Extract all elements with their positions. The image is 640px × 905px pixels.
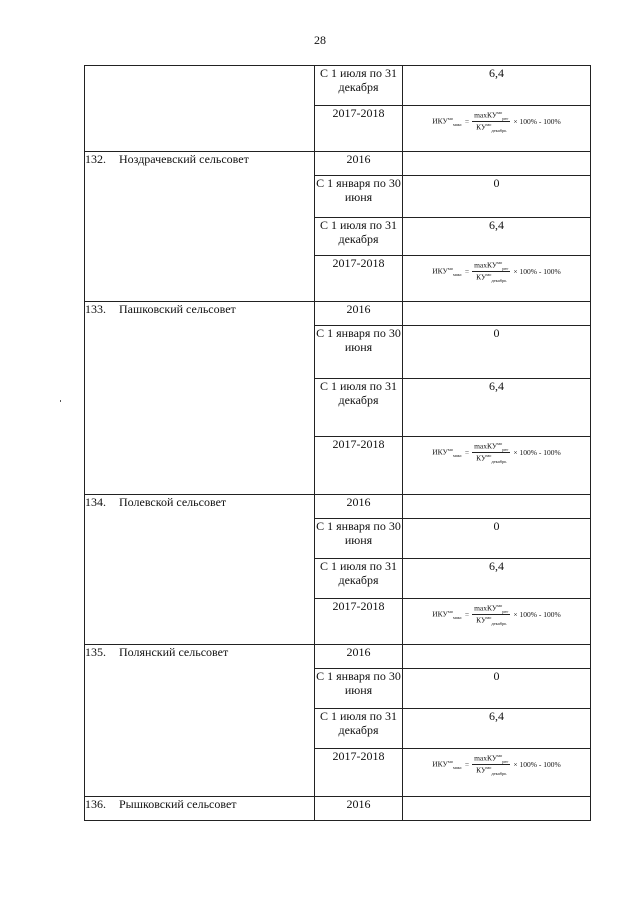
formula: $ИКУ^{мо}_{макс}$ = $\frac{\max КУ^{мо}_{рег}}{КУ^{мо}_{декабрь}}$ × 100% - 100% — [432, 603, 561, 626]
formula-fraction — [472, 110, 510, 133]
period-cell: 2016 — [315, 645, 403, 669]
period-cell: 2017-2018 — [315, 256, 403, 302]
period-cell: С 1 июля по 31 декабря — [315, 218, 403, 256]
period-cell: 2017-2018 — [315, 749, 403, 797]
formula-numerator: maxКУ$^{мо}_{рег}$ — [474, 110, 509, 121]
value-cell — [403, 495, 591, 519]
period-cell: 2017-2018 — [315, 106, 403, 152]
row-number: 134. — [85, 495, 106, 509]
formula-lhs: $ИКУ^{мо}_{макс}$ — [432, 266, 462, 277]
formula-cell — [403, 599, 591, 645]
formula-tail: × 100% - 100% — [513, 448, 561, 457]
settlement-name: Пашковский сельсовет — [119, 302, 236, 316]
table-row — [85, 797, 591, 821]
formula-cell — [403, 437, 591, 495]
row-number: 136. — [85, 797, 106, 811]
period-cell: 2016 — [315, 495, 403, 519]
row-number: 132. — [85, 152, 106, 166]
settlement-name: Рышковский сельсовет — [119, 797, 237, 811]
table-row — [85, 495, 591, 519]
settlement-cell — [85, 645, 315, 797]
formula-denominator: $КУ^{мо}_{декабрь}$ — [476, 122, 507, 133]
formula-fraction — [472, 603, 510, 626]
value-cell — [403, 645, 591, 669]
period-cell: С 1 июля по 31 декабря — [315, 379, 403, 437]
settlement-cell — [85, 302, 315, 495]
value-cell — [403, 152, 591, 176]
formula-denominator: $КУ^{мо}_{декабрь}$ — [476, 453, 507, 464]
period-cell: 2016 — [315, 797, 403, 821]
period-cell: С 1 июля по 31 декабря — [315, 559, 403, 599]
settlement-cell — [85, 152, 315, 302]
period-cell: С 1 июля по 31 декабря — [315, 66, 403, 106]
formula-fraction — [472, 260, 510, 283]
value-cell — [403, 797, 591, 821]
table-row — [85, 66, 591, 106]
scan-mark — [60, 400, 61, 402]
formula-tail: × 100% - 100% — [513, 760, 561, 769]
formula-numerator: maxКУ$^{мо}_{рег}$ — [474, 603, 509, 614]
formula-tail: × 100% - 100% — [513, 267, 561, 276]
formula-lhs: $ИКУ^{мо}_{макс}$ — [432, 116, 462, 127]
period-cell: 2016 — [315, 152, 403, 176]
settlement-name: Полянский сельсовет — [119, 645, 229, 659]
formula-lhs: $ИКУ^{мо}_{макс}$ — [432, 759, 462, 770]
row-number: 135. — [85, 645, 106, 659]
formula-lhs: $ИКУ^{мо}_{макс}$ — [432, 609, 462, 620]
period-cell: С 1 января по 30 июня — [315, 176, 403, 218]
formula-cell — [403, 106, 591, 152]
value-cell — [403, 302, 591, 326]
period-cell: 2017-2018 — [315, 437, 403, 495]
formula-numerator: maxКУ$^{мо}_{рег}$ — [474, 753, 509, 764]
formula-numerator: maxКУ$^{мо}_{рег}$ — [474, 260, 509, 271]
value-cell: 0 — [403, 176, 591, 218]
formula-denominator: $КУ^{мо}_{декабрь}$ — [476, 272, 507, 283]
settlement-name: Полевской сельсовет — [119, 495, 227, 509]
settlement-cell — [85, 495, 315, 645]
page-number: 28 — [314, 33, 326, 47]
tariff-table — [84, 65, 591, 821]
period-cell: 2016 — [315, 302, 403, 326]
row-number: 133. — [85, 302, 106, 316]
value-cell: 6,4 — [403, 559, 591, 599]
period-cell: 2017-2018 — [315, 599, 403, 645]
settlement-cell — [85, 66, 315, 152]
table-row — [85, 302, 591, 326]
formula-numerator: maxКУ$^{мо}_{рег}$ — [474, 441, 509, 452]
formula-tail: × 100% - 100% — [513, 117, 561, 126]
formula: $ИКУ^{мо}_{макс}$ = $\frac{\max КУ^{мо}_{рег}}{КУ^{мо}_{декабрь}}$ × 100% - 100% — [432, 441, 561, 464]
formula-denominator: $КУ^{мо}_{декабрь}$ — [476, 765, 507, 776]
formula-tail: × 100% - 100% — [513, 610, 561, 619]
value-cell: 0 — [403, 326, 591, 379]
period-cell: С 1 января по 30 июня — [315, 326, 403, 379]
formula-lhs: $ИКУ^{мо}_{макс}$ — [432, 447, 462, 458]
period-cell: С 1 июля по 31 декабря — [315, 709, 403, 749]
formula-cell — [403, 256, 591, 302]
formula-denominator: $КУ^{мо}_{декабрь}$ — [476, 615, 507, 626]
value-cell: 6,4 — [403, 218, 591, 256]
period-cell: С 1 января по 30 июня — [315, 519, 403, 559]
formula: $ИКУ^{мо}_{макс}$ = $\frac{\max КУ^{мо}_{рег}}{КУ^{мо}_{декабрь}}$ × 100% - 100% — [432, 753, 561, 776]
value-cell: 6,4 — [403, 709, 591, 749]
formula-fraction — [472, 441, 510, 464]
value-cell: 6,4 — [403, 379, 591, 437]
value-cell: 0 — [403, 669, 591, 709]
formula-cell — [403, 749, 591, 797]
settlement-cell — [85, 797, 315, 821]
settlement-name: Ноздрачевский сельсовет — [119, 152, 249, 166]
formula: $ИКУ^{мо}_{макс}$ = $\frac{\max КУ^{мо}_{рег}}{КУ^{мо}_{декабрь}}$ × 100% - 100% — [432, 260, 561, 283]
formula: $ИКУ^{мо}_{макс}$ = $\frac{\max КУ^{мо}_{рег}}{КУ^{мо}_{декабрь}}$ × 100% - 100% — [432, 110, 561, 133]
value-cell: 0 — [403, 519, 591, 559]
table-row — [85, 152, 591, 176]
formula-fraction — [472, 753, 510, 776]
period-cell: С 1 января по 30 июня — [315, 669, 403, 709]
value-cell: 6,4 — [403, 66, 591, 106]
table-row — [85, 645, 591, 669]
